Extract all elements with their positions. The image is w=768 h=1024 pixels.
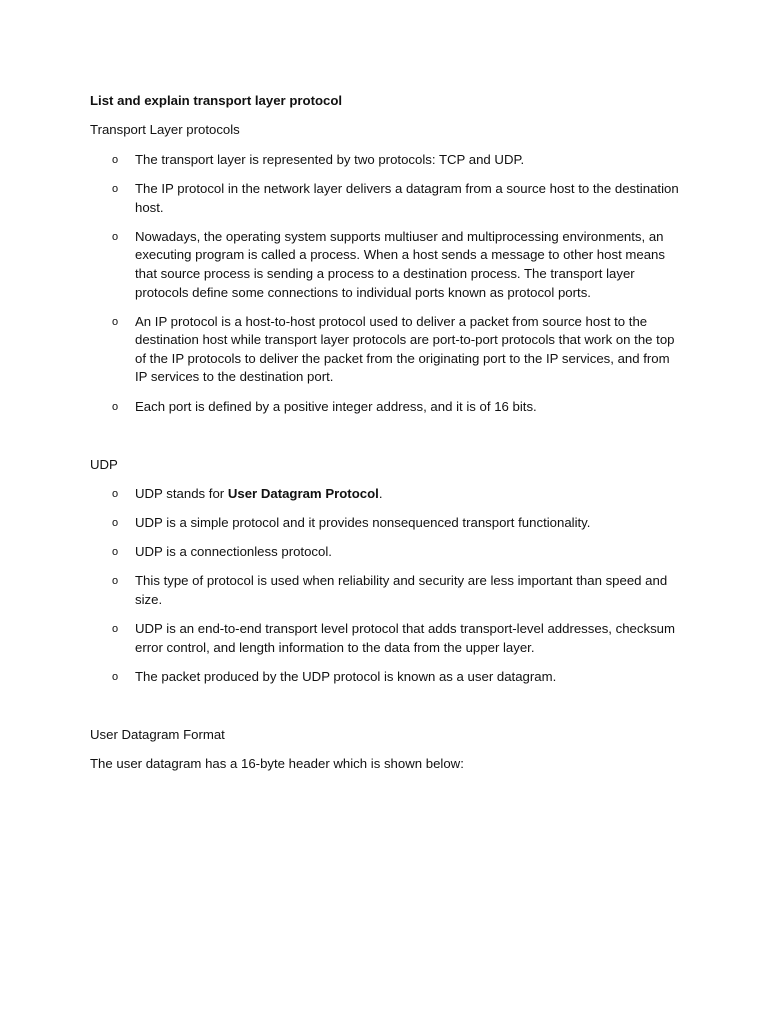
bullet-circle-icon: o (112, 575, 119, 588)
list-item (90, 572, 690, 609)
list-item-text-bold: User Datagram Protocol (227, 486, 379, 501)
list-item (90, 180, 690, 217)
list-item-text: UDP is an end-to-end transport level protocol that adds transport-level addresses, checksum error control, and length information to the data from the upper layer. (135, 620, 675, 655)
document-title: List and explain transport layer protocol (90, 93, 343, 108)
bullet-circle-icon: o (112, 315, 119, 328)
list-item-text-suffix: . (378, 486, 383, 501)
bullet-circle-icon: o (112, 670, 119, 683)
list-item (90, 228, 690, 302)
bullet-circle-icon: o (112, 400, 119, 413)
udp-list (90, 485, 690, 697)
user-datagram-paragraph: The user datagram has a 16-byte header which is shown below: (90, 756, 464, 771)
list-item-text: This type of protocol is used when reliability and security are less important than speed and size. (135, 573, 668, 607)
bullet-circle-icon: o (112, 154, 119, 166)
list-item-text: The transport layer is represented by two protocols: TCP and UDP. (135, 152, 525, 167)
list-item (90, 313, 690, 387)
list-item-text: Each port is defined by a positive integer address, and it is of 16 bits. (135, 398, 537, 414)
list-item-text: The packet produced by the UDP protocol is known as a user datagram. (135, 668, 557, 684)
list-item-text: The IP protocol in the network layer delivers a datagram from a source host to the destination host. (135, 181, 679, 215)
section-heading-transport-layer: Transport Layer protocols (90, 122, 240, 137)
list-item (90, 151, 690, 170)
list-item (90, 668, 690, 687)
list-item-text-prefix: UDP stands for (135, 486, 228, 501)
list-item (90, 620, 690, 657)
bullet-circle-icon: o (112, 546, 119, 559)
list-item-text: An IP protocol is a host-to-host protocol used to deliver a packet from source host to the destination host while transport layer protocols are port-to-port protocols that work on the top of the IP protocols to deliver the packet from the originating port to the IP services, and from IP services to the destination port. (135, 313, 675, 385)
bullet-circle-icon: o (112, 517, 119, 530)
list-item (90, 543, 690, 562)
section-heading-user-datagram-format: User Datagram Format (90, 727, 225, 742)
list-item-text: Nowadays, the operating system supports multiuser and multiprocessing environments, an executing program is called a process. When a host sends a message to other host means that source process is sending a process to a destination process. The transport layer protocols define some connections to individual ports known as protocol ports. (135, 228, 665, 300)
list-item-text: UDP is a connectionless protocol. (135, 544, 332, 560)
list-item (90, 485, 690, 504)
bullet-circle-icon: o (112, 230, 119, 243)
bullet-circle-icon: o (112, 183, 119, 196)
list-item (90, 398, 690, 417)
bullet-circle-icon: o (112, 488, 119, 500)
bullet-circle-icon: o (112, 622, 119, 635)
transport-layer-list (90, 151, 690, 427)
section-heading-udp: UDP (90, 457, 118, 472)
list-item (90, 514, 690, 533)
list-item-text: UDP is a simple protocol and it provides nonsequenced transport functionality. (135, 515, 591, 531)
